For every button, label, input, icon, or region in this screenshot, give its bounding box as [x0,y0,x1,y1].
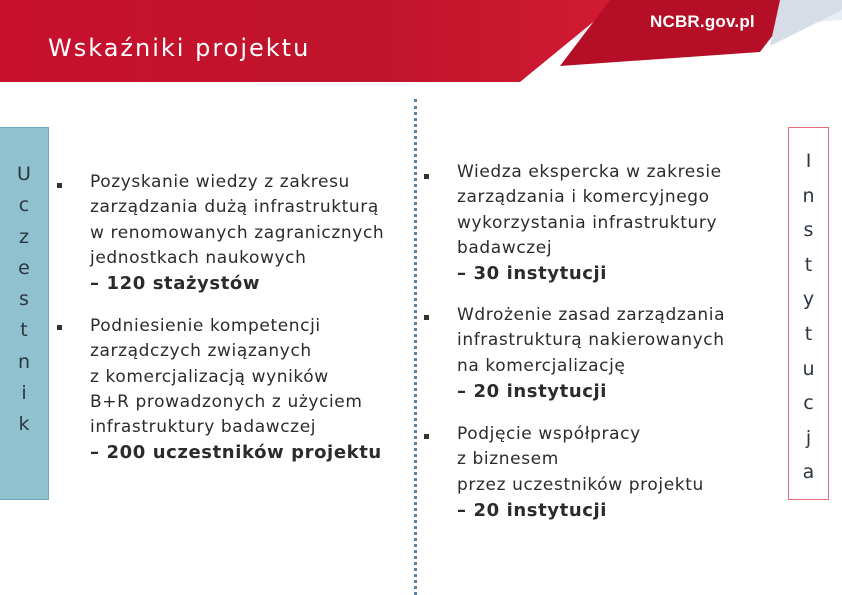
left-tab-letter: n [17,350,31,373]
item-metric: – 30 instytucji [457,263,608,285]
right-tab-letter: I [805,150,812,172]
item-text-line: infrastrukturą nakierowanych [457,330,725,351]
right-item-3 [424,422,704,523]
right-item-2 [424,303,725,404]
right-tab-letter: n [802,184,815,207]
page-title: Wskaźniki projektu [48,34,311,62]
right-item-1 [424,160,722,286]
item-text-line: przez uczestników projektu [457,474,704,495]
left-tab-letter: c [18,194,30,217]
right-tab-letter: t [804,253,813,276]
left-tab-letter: t [20,319,28,342]
brand-logo[interactable]: NCBR.gov.pl [650,12,755,31]
left-tab-letter: i [21,382,27,405]
item-metric: – 120 stażystów [90,273,261,295]
item-text-line: wykorzystania infrastruktury [457,212,718,233]
bullet-icon [57,325,62,330]
right-tab-letter: t [804,322,813,345]
column-divider [414,99,417,595]
item-text-line: infrastruktury badawczej [90,417,317,438]
item-text-line: Wdrożenie zasad zarządzania [457,305,726,325]
left-tab-letter: U [17,163,31,185]
item-text-line: z komercjalizacją wyników [90,366,329,387]
item-metric: – 20 instytucji [457,499,608,521]
right-tab-letter: u [802,357,815,380]
right-tab-letter: c [803,392,814,415]
left-tab-letter: e [18,256,30,279]
item-text-line: zarządzania i komercyjnego [457,187,710,208]
bullet-icon [424,434,429,439]
left-vertical-label [0,127,49,500]
left-item-1 [57,170,384,296]
right-tab-letter: s [803,219,814,242]
right-tab-letter: a [802,461,815,484]
item-text-line: Pozyskanie wiedzy z zakresu [90,172,350,192]
item-text-line: jednostkach naukowych [90,247,307,268]
item-metric: – 200 uczestników projektu [90,442,382,464]
item-text-line: z biznesem [457,449,559,470]
left-tab-letter: k [18,413,30,436]
item-metric: – 20 instytucji [457,380,608,402]
left-item-2 [57,314,382,466]
left-tab-letter: z [19,225,29,248]
item-text-line: zarządzania dużą infrastrukturą [90,197,379,218]
item-text-line: Wiedza ekspercka w zakresie [457,162,722,182]
item-text-line: badawczej [457,237,553,258]
right-tab-letter: y [802,288,815,311]
bullet-icon [424,315,429,320]
bullet-icon [57,183,62,188]
item-text-line: na komercjalizację [457,355,626,376]
right-tab-letter: j [805,426,812,449]
right-vertical-label [788,127,829,500]
left-tab-letter: s [19,288,29,311]
item-text-line: zarządczych związanych [90,341,312,362]
item-text-line: w renomowanych zagranicznych [90,222,385,243]
item-text-line: Podniesienie kompetencji [90,316,321,336]
item-text-line: B+R prowadzonych z użyciem [90,391,363,412]
bullet-icon [424,174,429,179]
item-text-line: Podjęcie współpracy [457,424,641,444]
